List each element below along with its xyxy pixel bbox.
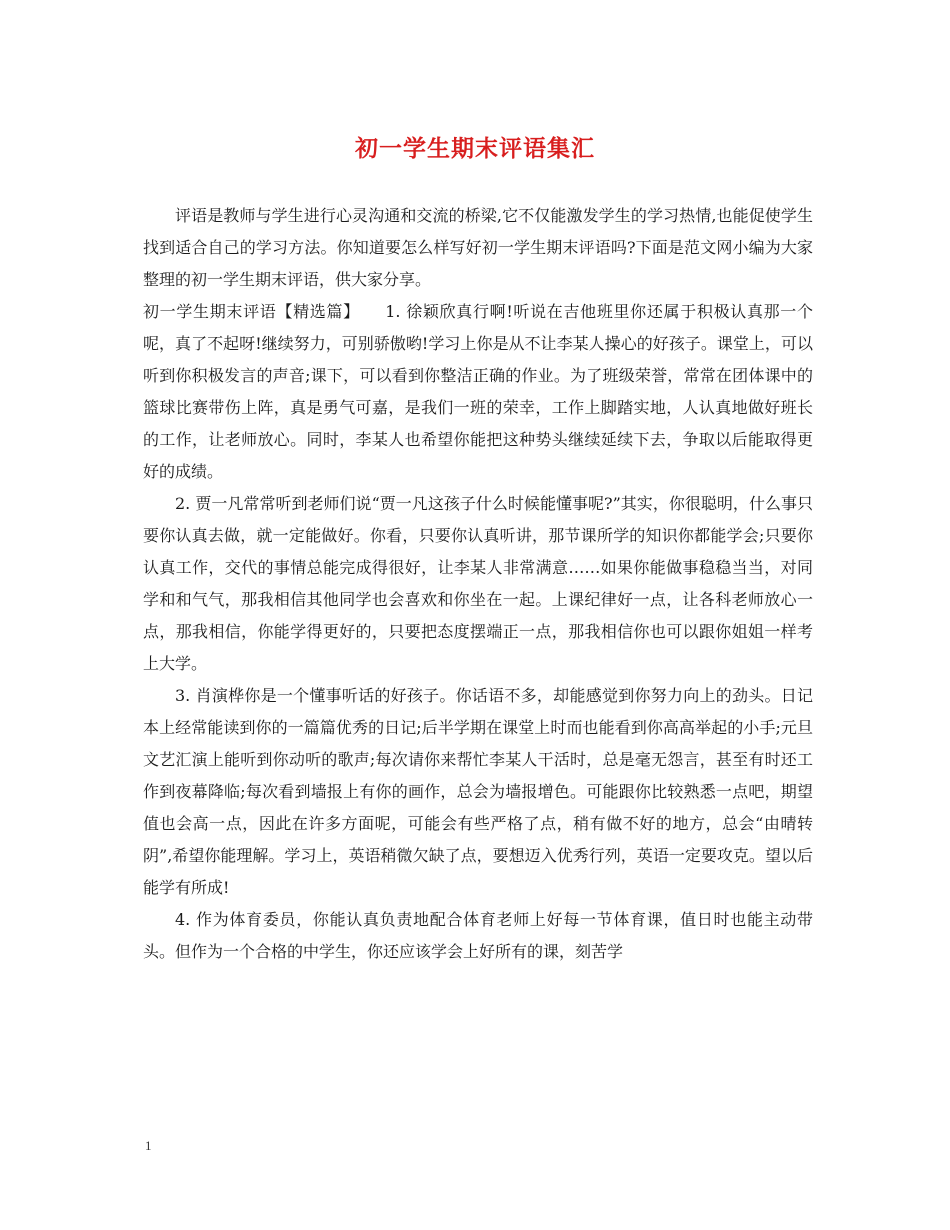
comment-paragraph-1: 初一学生期末评语【精选篇】 1. 徐颖欣真行啊!听说在吉他班里你还属于积极认真那一个呢，真了不起呀!继续努力，可别骄傲哟!学习上你是从不让李某人操心的好孩子。课堂上，可以听到你积极发言的声音;课下，可以看到你整洁正确的作业。为了班级荣誉，常常在团体课中的篮球比赛带伤上阵，真是勇气可嘉，是我们一班的荣幸，工作上脚踏实地，人认真地做好班长的工作，让老师放心。同时，李某人也希望你能把这种势头继续延续下去，争取以后能取得更好的成绩。: [143, 302, 813, 481]
comment-paragraph-3: 3. 肖演桦你是一个懂事听话的好孩子。你话语不多，却能感觉到你努力向上的劲头。日记本上经常能读到你的一篇篇优秀的日记;后半学期在课堂上时而也能看到你高高举起的小手;元旦文艺汇演上能听到你动听的歌声;每次请你来帮忙李某人干活时，总是毫无怨言，甚至有时还工作到夜幕降临;每次看到墙报上有你的画作，总会为墙报增色。可能跟你比较熟悉一点吧，期望值也会高一点，因此在许多方面呢，可能会有些严格了点，稍有做不好的地方，总会“由晴转阴”,希望你能理解。学习上，英语稍微欠缺了点，要想迈入优秀行列，英语一定要攻克。望以后能学有所成!: [143, 686, 813, 897]
document-body: [143, 200, 813, 968]
page-number: 1: [145, 1138, 152, 1153]
document-title: 初一学生期末评语集汇: [355, 135, 595, 162]
comment-paragraph-2: 2. 贾一凡常常听到老师们说“贾一凡这孩子什么时候能懂事呢?”其实，你很聪明，什么事只要你认真去做，就一定能做好。你看，只要你认真听讲，那节课所学的知识你都能学会;只要你认真工作，交代的事情总能完成得很好，让李某人非常满意……如果你能做事稳稳当当，对同学和和气气，那我相信其他同学也会喜欢和你坐在一起。上课纪律好一点，让各科老师放心一点，那我相信，你能学得更好的，只要把态度摆端正一点，那我相信你也可以跟你姐姐一样考上大学。: [143, 494, 813, 673]
comment-paragraph-4: 4. 作为体育委员，你能认真负责地配合体育老师上好每一节体育课，值日时也能主动带头。但作为一个合格的中学生，你还应该学会上好所有的课，刻苦学: [143, 910, 813, 961]
intro-paragraph: 评语是教师与学生进行心灵沟通和交流的桥梁,它不仅能激发学生的学习热情,也能促使学生找到适合自己的学习方法。你知道要怎么样写好初一学生期末评语吗?下面是范文网小编为大家整理的初一学生期末评语，供大家分享。: [143, 206, 813, 289]
